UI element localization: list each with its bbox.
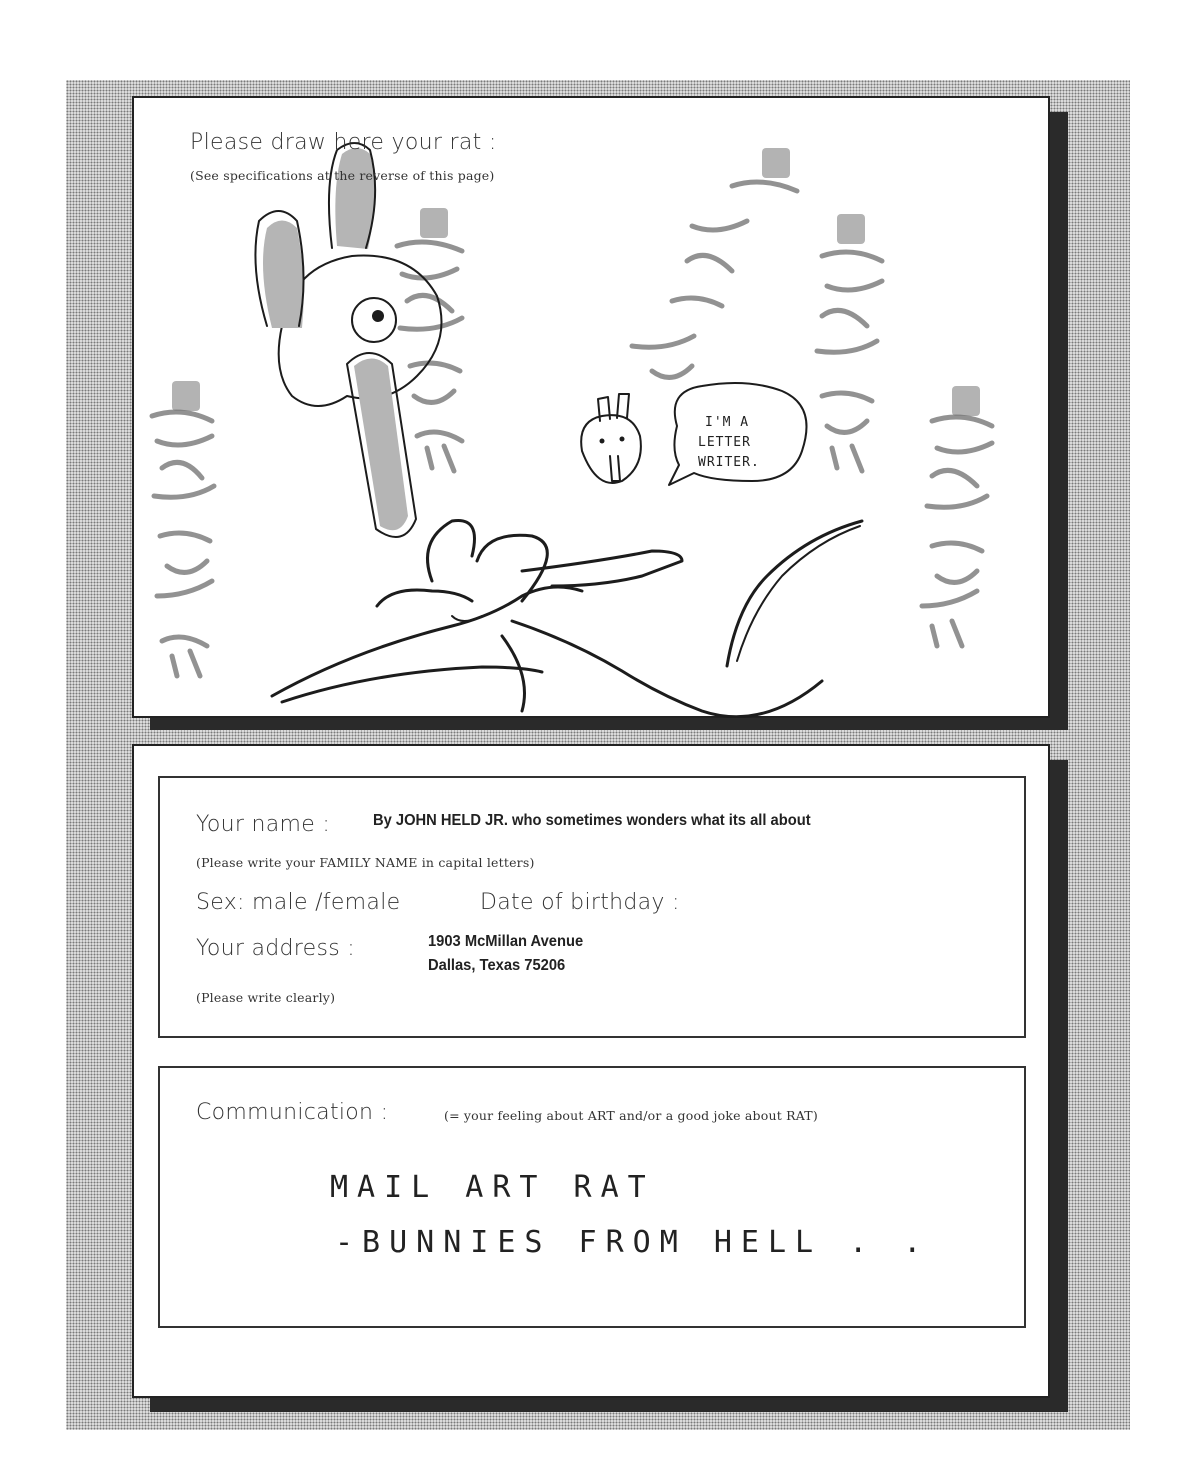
bubble-line-2: LETTER xyxy=(698,435,751,450)
address-label: Your address : xyxy=(196,936,355,961)
stamp-column-2 xyxy=(397,208,462,471)
stamp-column-left xyxy=(152,381,214,676)
drawing-subtitle: (See specifications at the reverse of this page) xyxy=(190,168,495,183)
stamp-column-3 xyxy=(632,148,797,377)
address-line-2[interactable]: Dallas, Texas 75206 xyxy=(428,957,566,974)
handwritten-line-1[interactable]: MAIL ART RAT xyxy=(330,1170,655,1205)
bunny-head-small xyxy=(581,394,641,483)
bunny-head-large xyxy=(255,143,441,537)
handwritten-line-2[interactable]: -BUNNIES FROM HELL . . xyxy=(335,1225,931,1260)
stamp-column-right xyxy=(922,386,992,646)
rat xyxy=(272,520,862,716)
name-hint: (Please write your FAMILY NAME in capital letters) xyxy=(196,855,535,870)
drawing-title: Please draw here your rat : xyxy=(190,130,497,155)
rat-drawing xyxy=(132,96,1050,718)
bubble-line-3: WRITER. xyxy=(698,455,760,470)
address-line-1[interactable]: 1903 McMillan Avenue xyxy=(428,933,584,950)
speech-bubble xyxy=(669,383,807,485)
address-hint: (Please write clearly) xyxy=(196,990,336,1005)
name-label: Your name : xyxy=(196,812,331,837)
birthday-label: Date of birthday : xyxy=(480,890,680,915)
name-field[interactable]: By JOHN HELD JR. who sometimes wonders what its all about xyxy=(373,812,811,829)
sex-label: Sex: male /female xyxy=(196,890,401,915)
stamp-column-4 xyxy=(817,214,882,471)
communication-label: Communication : xyxy=(196,1100,389,1125)
bubble-line-1: I'M A xyxy=(705,415,750,430)
communication-hint: (= your feeling about ART and/or a good joke about RAT) xyxy=(444,1108,818,1123)
